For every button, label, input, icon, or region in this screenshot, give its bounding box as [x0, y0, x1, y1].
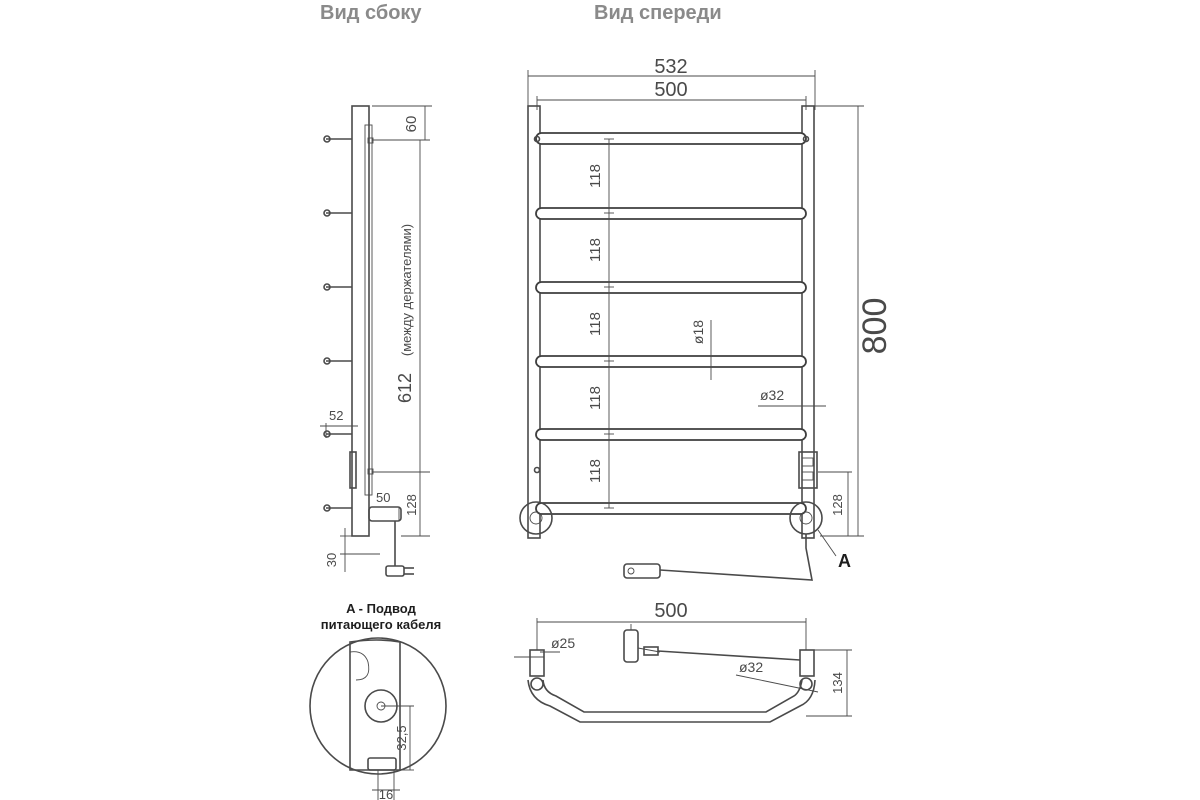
front-view: [520, 56, 894, 580]
dim-foot-height: 30: [324, 552, 339, 568]
dim-detail-width: 16: [378, 787, 394, 800]
front-view-heading: Вид спереди: [594, 2, 722, 24]
dim-rung-diameter: ø18: [690, 319, 706, 345]
side-rung-ends: [324, 136, 352, 511]
top-view-plug: [624, 630, 638, 662]
dim-bottom-offset-side: 128: [404, 494, 419, 516]
dim-detail-offset: 32,5: [394, 725, 409, 751]
dim-bottom-offset-front: 128: [830, 494, 845, 516]
front-rungs: [536, 133, 806, 514]
detail-callout-label: A: [838, 551, 851, 571]
dim-connector-height: 50: [376, 490, 391, 505]
dim-top-view-width: 500: [654, 600, 688, 622]
dim-rung-spacing-1: 118: [587, 164, 604, 188]
dim-rung-spacing-2: 118: [587, 238, 604, 262]
right-post: [802, 106, 814, 538]
side-view: [320, 106, 432, 576]
dim-post-diameter: ø32: [760, 387, 785, 403]
dim-rung-spacing-4: 118: [587, 386, 604, 410]
dim-overall-width: 532: [654, 56, 688, 78]
power-plug: [624, 564, 660, 578]
dim-top-offset: 60: [403, 115, 420, 133]
dim-holder-depth: 52: [329, 408, 344, 423]
detail-caption-line2: питающего кабеля: [320, 617, 442, 632]
detail-caption-line1: A - Подвод: [346, 601, 416, 616]
dim-rung-spacing-5: 118: [587, 459, 604, 483]
side-view-heading: Вид сбоку: [320, 2, 422, 24]
dim-top-view-depth: 134: [830, 672, 845, 694]
dim-rung-spacing-3: 118: [587, 312, 604, 336]
top-view: [514, 600, 852, 722]
detail-a-view: [310, 638, 446, 800]
dim-top-view-post-diameter: ø32: [739, 659, 764, 675]
left-post: [528, 106, 540, 538]
dim-top-view-tube-diameter: ø25: [551, 635, 576, 651]
dim-height: 800: [856, 297, 894, 355]
dim-holder-spacing: 612: [395, 372, 415, 404]
dim-holder-spacing-note: (между держателями): [399, 223, 414, 357]
dim-width-between-posts: 500: [654, 79, 688, 101]
